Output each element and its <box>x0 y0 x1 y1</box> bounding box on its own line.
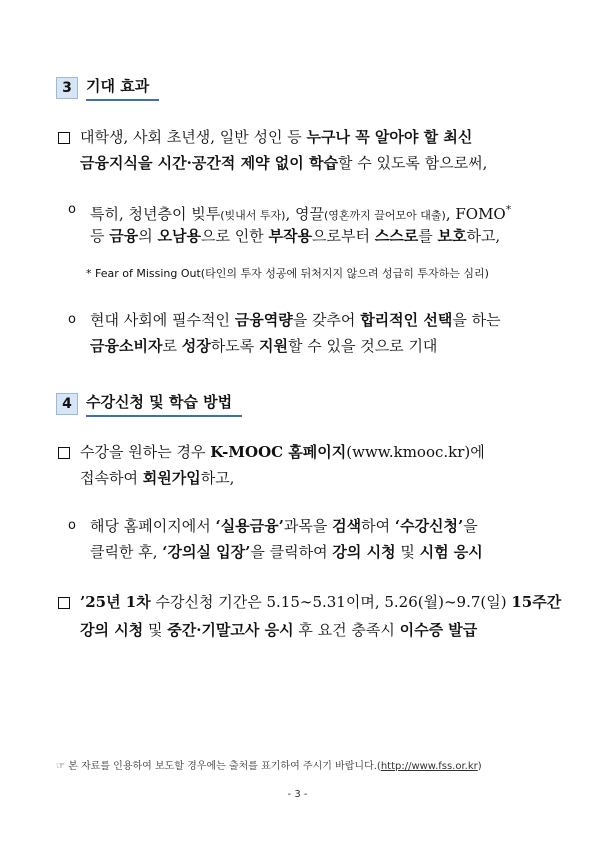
page-number: - 3 - <box>287 789 308 800</box>
paragraph-line: 현대 사회에 필수적인 금융역량을 갖추어 합리적인 선택을 하는 <box>90 311 501 329</box>
section-title: 수강신청 및 학습 방법 <box>86 391 242 417</box>
section-number: 4 <box>56 393 78 415</box>
section-3-header <box>56 76 159 100</box>
circle-bullet-icon: o <box>68 202 76 217</box>
paragraph-line: 등 금융의 오남용으로 인한 부작용으로부터 스스로를 보호하고, <box>90 227 501 245</box>
footnote: * Fear of Missing Out(타인의 투자 성공에 뒤처지지 않으려 성급히 투자하는 심리) <box>86 267 489 280</box>
citation-note: ☞ 본 자료를 인용하여 보도할 경우에는 출처를 표기하여 주시기 바랍니다.(http://www.fss.or.kr) <box>56 761 482 772</box>
circle-bullet-icon: o <box>68 518 76 533</box>
paragraph-line: 접속하여 회원가입하고, <box>80 469 235 487</box>
paragraph-line: 강의 시청 및 중간·기말고사 응시 후 요건 충족시 이수증 발급 <box>80 621 478 639</box>
fss-link[interactable]: http://www.fss.or.kr <box>380 761 478 772</box>
paragraph-line: 클릭한 후, ‘강의실 입장’을 클릭하여 강의 시청 및 시험 응시 <box>90 543 483 561</box>
section-title: 기대 효과 <box>86 75 159 101</box>
paragraph-line: 수강을 원하는 경우 K-MOOC 홈페이지(www.kmooc.kr)에 <box>80 443 485 461</box>
paragraph-line: 특히, 청년층이 빚투(빚내서 투자), 영끌(영혼까지 끌어모아 대출), FOMO* <box>90 203 512 223</box>
paragraph-line: 금융지식을 시간·공간적 제약 없이 학습할 수 있도록 함으로써, <box>80 154 488 172</box>
paragraph-line: 대학생, 사회 초년생, 일반 성인 등 누구나 꼭 알아야 할 최신 <box>80 128 473 146</box>
square-bullet-icon <box>58 132 70 144</box>
paragraph-line: ’25년 1차 수강신청 기간은 5.15∼5.31이며, 5.26(월)~9.7(일) 15주간 <box>80 593 562 611</box>
circle-bullet-icon: o <box>68 312 76 327</box>
section-4-header <box>56 392 242 416</box>
paragraph-line: 해당 홈페이지에서 ‘실용금융’과목을 검색하여 ‘수강신청’을 <box>90 517 478 535</box>
square-bullet-icon <box>58 447 70 459</box>
section-number: 3 <box>56 77 78 99</box>
square-bullet-icon <box>58 597 70 609</box>
paragraph-line: 금융소비자로 성장하도록 지원할 수 있을 것으로 기대 <box>90 337 438 355</box>
pointing-hand-icon: ☞ <box>56 761 65 772</box>
